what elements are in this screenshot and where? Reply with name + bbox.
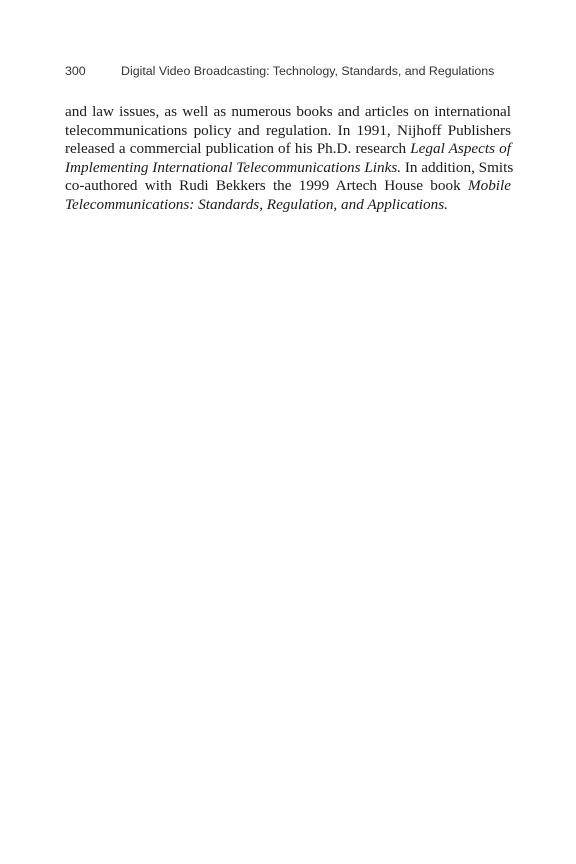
book-title-implementing-links: Implementing International Telecommunications Links. bbox=[65, 158, 402, 176]
text-line-6 bbox=[65, 196, 511, 215]
body-paragraph bbox=[65, 103, 514, 214]
book-title-mobile-telecommunications: Telecommunications: Standards, Regulation, and Applications. bbox=[65, 195, 448, 213]
text-line-2-content: telecommunications policy and regulation. In 1991, Nijhoff Publishers bbox=[65, 121, 511, 139]
text-line-3-content: released a commercial publication of his Ph.D. research bbox=[65, 140, 411, 157]
running-title: Digital Video Broadcasting: Technology, Standards, and Regulations bbox=[121, 64, 495, 78]
book-title-mobile: Mobile bbox=[467, 177, 511, 194]
text-line-3 bbox=[65, 140, 511, 159]
text-line-5 bbox=[65, 177, 511, 196]
text-line-4 bbox=[65, 158, 514, 178]
text-line-1 bbox=[65, 103, 511, 122]
text-line-4-content: In addition, Smits bbox=[401, 158, 514, 176]
page-number: 300 bbox=[65, 64, 86, 78]
running-head bbox=[65, 64, 515, 78]
book-title-legal-aspects: Legal Aspects of bbox=[410, 140, 511, 157]
text-line-5-content: co-authored with Rudi Bekkers the 1999 Artech House book bbox=[65, 177, 468, 194]
text-line-1-content: and law issues, as well as numerous books and articles on international bbox=[65, 103, 511, 120]
text-line-2 bbox=[65, 122, 511, 141]
